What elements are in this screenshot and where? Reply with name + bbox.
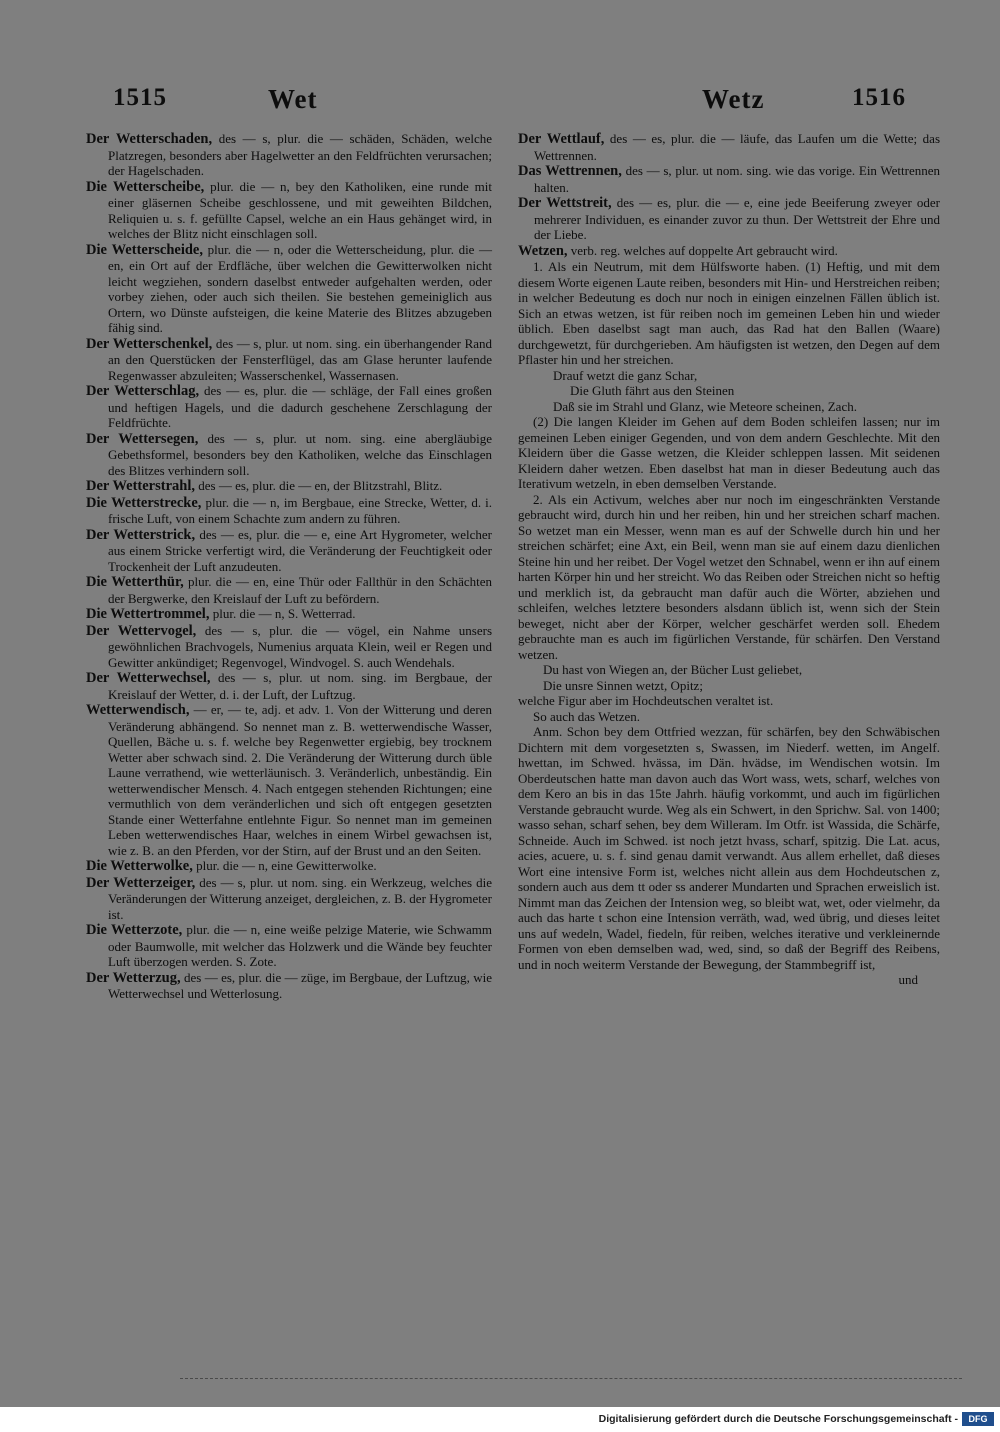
entry-headword: Der Wettersegen, — [86, 430, 199, 447]
dictionary-entry — [86, 431, 492, 479]
dfg-logo-icon: DFG — [962, 1412, 994, 1426]
entry-headword: Der Wetterstrick, — [86, 526, 196, 543]
entry-definition: des — s, plur. ut nom. sing. ein überhangender Rand an den Querstücken der Fensterflügel, das am Glase herunter laufende Regenwasser abzuleiten; Wasserschenkel, Wassernasen. — [108, 335, 493, 383]
entry-headword: Der Wetterschenkel, — [86, 335, 213, 352]
dictionary-entry — [86, 478, 492, 495]
verse-line: Daß sie im Strahl und Glanz, wie Meteore scheinen, Zach. — [553, 398, 857, 414]
entry-definition: des — s, plur. ut nom. sing. im Bergbaue, der Kreislauf der Wetter, d. i. der Luft, der Luftzug. — [108, 670, 493, 702]
dictionary-entry — [86, 574, 492, 606]
dictionary-entry — [86, 875, 492, 923]
entry-headword: Das Wettrennen, — [518, 163, 622, 179]
entry-definition: des — s, plur. die — vögel, ein Nahme unsers gewöhnlichen Brachvogels, Numenius arquata Klein, weil er Regen und Gewitter ankündiget; Regenvogel, Windvogel. S. auch Wendehals. — [108, 622, 492, 670]
right-column — [518, 131, 940, 988]
sense-paragraph: 1. Als ein Neutrum, mit dem Hülfsworte haben. (1) Heftig, und mit dem diesem Worte eigenen Laute reiben, besonders mit Hin- und Herstreichen reiben; in welcher Bedeutung es doch nur noch in einigen einzelnen Fällen üblich ist. Sich an etwas wetzen, ist für reiben noch im gemeinen Leben hin und wieder üblich. Eben daselbst sagt man auch, das Rad hat den Ballen (Waare) durchgewetzt, für durchgerieben. Am häufigsten ist wetzen, den Degen auf dem Pflaster hin und her streichen. — [518, 259, 940, 367]
entry-definition: des — s, plur. ut nom. sing. ein Werkzeug, welches die Veränderungen der Witterung anzeiget, dergleichen, z. B. der Hygrometer ist. — [108, 874, 492, 922]
dictionary-entry — [86, 242, 492, 336]
entry-definition: des — es, plur. die — schläge, der Fall eines großen und heftigen Hagels, und die dadurch geschehene Zerschlagung der Feldfrüchte. — [108, 383, 492, 430]
entry-headword: Der Wetterwechsel, — [86, 670, 211, 686]
dictionary-entry — [86, 858, 492, 875]
dictionary-entry — [86, 336, 492, 384]
entry-definition: — er, — te, adj. et adv. 1. Von der Witterung und deren Veränderung abhängend. So nennet man z. B. wetterwendische Wasser, Quellen, Bäche u. s. f. welche bey Regenwetter ergiebig, bey trocknem Wetter aber schwach sind. 2. Die Veränderung der Witterung durch üble Laune verrathend, wie wetterläunisch. 3. Veränderlich, unbeständig. Ein wetterwendischer Mensch. 4. Nach entgegen stehenden Richtungen; eine vermuthlich von dem veränderlichen und sich oft entgegen gesetzten Stande einer Wetterfahne entlehnte Figur. So nennet man im gemeinen Leben wetterwendisches Haar, welches in einem Wirbel gewachsen ist, wie z. B. an den Pferden, vor der Stirn, auf der Brust und an den Seiten. — [108, 702, 493, 858]
verse-line: Die unsre Sinnen wetzt, Opitz; — [543, 677, 703, 693]
dictionary-entry — [518, 131, 940, 163]
verse-quotation — [518, 368, 940, 415]
entry-definition: des — es, plur. die — e, eine jede Beeiferung zweyer oder mehrerer Individuen, es einander zuvor zu thun. Der Wettstreit der Ehre und der Liebe. — [534, 195, 940, 242]
entry-headword: Der Wetterzeiger, — [86, 874, 196, 891]
running-head-right: Wetz — [702, 84, 765, 114]
entry-headword: Der Wettervogel, — [86, 622, 197, 639]
entry-definition: plur. die — n, bey den Katholiken, eine runde mit einer gläsernen Scheibe geschlossene, und mit geweihten Bildchen, Reliquien u. s. f. gefüllte Capsel, welche an ein Haus gehänget wird, in welches der Blitz nicht einschlagen soll. — [108, 178, 493, 241]
dictionary-entry — [86, 670, 492, 702]
entry-headword: Der Wetterstrahl, — [86, 478, 195, 494]
entry-headword: Der Wetterzug, — [86, 969, 181, 986]
scan-edge-line — [180, 1378, 962, 1379]
entry-definition: plur. die — n, eine Gewitterwolke. — [196, 858, 377, 873]
entry-definition: des — s, plur. die — schäden, Schäden, welche Platzregen, besonders aber Hagelwetter an den Feldfrüchten verursachen; der Hagelschaden. — [108, 131, 492, 178]
verse-line: Drauf wetzt die ganz Schar, — [553, 367, 698, 383]
dictionary-entry — [86, 383, 492, 431]
dictionary-entry — [86, 179, 492, 242]
derived-form-note: So auch das Wetzen. — [533, 708, 641, 724]
sense-paragraph: 2. Als ein Activum, welches aber nur noch im eingeschränkten Verstande gebraucht wird, durch hin und her reiben, hin und her streichen scharf machen. So wetzet man ein Messer, wenn man es auf der Schwelle durch hin und her streichen schärfet; eine Axt, ein Beil, wenn man sie auf einem dazu dienlichen Steine hin und her reibet. Der Vogel wetzet den Schnabel, wenn er ihn auf einem harten Körper hin und her streicht. Wo das Reiben oder Streichen nicht so heftig und merklich ist, da gebraucht man dafür auch die Wörter, abziehen und schleifen, welches letztere besonders alsdann üblich ist, wenn sich der Stein beweget, nicht aber der Körper, welcher geschärfet werden soll. Ehedem gebrauchte man es auch im figürlichen Verstande, für schärfen. Den Verstand wetzen. — [518, 491, 940, 662]
left-column — [86, 131, 492, 1002]
dictionary-entry — [86, 527, 492, 575]
verse-quotation — [518, 662, 940, 693]
entry-definition: des — es, plur. die — en, der Blitzstrahl, Blitz. — [198, 478, 443, 493]
entry-headword: Die Wetterstrecke, — [86, 494, 202, 511]
entry-headword: Der Wettlauf, — [518, 131, 605, 147]
entry-headword: Die Wetterwolke, — [86, 858, 193, 874]
running-head-left: Wet — [268, 84, 318, 114]
etymology-note: Anm. Schon bey dem Ottfried wezzan, für schärfen, bey den Schwäbischen Dichtern mit dem vorgesetzten s, Swassen, im Niederf. wetten, im Angelf. hwettan, im Schwed. hvässa, im Dän. hvädse, im Wendischen wotsin. Im Oberdeutschen hatte man davon auch das Wort wass, wets, scharf, welches von dem Kero an bis in das 15te Jahrh. häufig vorkommt, und auch im figürlichen Verstande gebraucht wurde. Weg als ein Schwert, in den Sprichw. Sal. von 1400; wasso sehan, scharf sehen, bey dem Willeram. Im Otfr. ist Wassida, die Schärfe, Schneide. Auch im Schwed. ist noch jetzt hvass, scharf, spitzig. Die Lat. acus, acies, acuere, u. s. f. sind genau damit verwandt. Aus allem erhellet, daß dieses Wort eine intensive Form ist, welches nicht allein aus dem Hochdeutschen z, sondern auch aus dem tt oder ss anderer Mundarten und Sprachen erweislich ist. Nimmt man das Zeichen der Intension weg, so bleibt wat, wet, oder vielmehr, da auch das harte t schon eine Intension verräth, wad, wed übrig, und dieses leitet uns auf wedeln, Wadel, fiedeln, für reiben, welches iterative und verkleinernde Formen von eben demselben wad, wed, sind, so daß der Begriff des Reibens, und in noch weiterm Verstande der Bewegung, der Stammbegriff ist, — [518, 724, 940, 972]
sense-paragraph: (2) Die langen Kleider im Gehen auf dem Boden schleifen lassen; nur im gemeinen Leben einiger Gegenden, und von dem andern Geschlechte. Mit den Kleidern über die Gasse wetzen, die Kleider schleppen lassen. Mit seidenen Kleidern daher wetzen. Eben daselbst hat man in dieser Bedeutung auch das Iterativum wetzeln, in eben demselben Verstande. — [518, 414, 940, 491]
dictionary-entry — [86, 606, 492, 623]
page-number-right: 1516 — [852, 84, 906, 111]
dictionary-entry — [518, 195, 940, 243]
entry-definition: verb. reg. welches auf doppelte Art gebraucht wird. — [570, 242, 838, 258]
entry-definition: des — es, plur. die — züge, im Bergbaue, der Luftzug, wie Wetterwechsel und Wetterlosung. — [108, 969, 493, 1001]
dictionary-entry — [518, 243, 940, 260]
entry-headword: Die Wettertrommel, — [86, 606, 210, 622]
dictionary-entry — [518, 163, 940, 195]
dictionary-entry — [86, 702, 492, 858]
funding-notice: Digitalisierung gefördert durch die Deutsche Forschungsgemeinschaft - — [598, 1413, 958, 1425]
page-number-left: 1515 — [113, 84, 167, 111]
dictionary-entry — [86, 131, 492, 179]
entry-headword: Die Wetterzote, — [86, 922, 183, 938]
entry-headword: Die Wetterthür, — [86, 574, 184, 590]
footer-bar — [0, 1407, 1000, 1432]
entry-definition: des — es, plur. die — läufe, das Laufen um die Wette; das Wettrennen. — [534, 131, 940, 163]
dictionary-entry — [86, 495, 492, 527]
entry-headword: Der Wettstreit, — [518, 195, 612, 211]
entry-headword: Wetterwendisch, — [86, 702, 190, 718]
catchword: und — [898, 972, 918, 987]
verse-line: Du hast von Wiegen an, der Bücher Lust geliebet, — [543, 662, 803, 677]
entry-definition: plur. die — en, eine Thür oder Fallthür in den Schächten der Bergwerke, den Kreislauf der Luft zu befördern. — [108, 574, 493, 606]
entry-definition: plur. die — n, oder die Wetterscheidung, plur. die — en, ein Ort auf der Erdfläche, über welchen die Gewitterwolken nicht leicht wegziehen, sondern daselbst entweder aufgehalten werden, oder vorbey ziehen, oder auch sich theilen. Sie bestehen gemeiniglich aus Ortern, wo Dünste aufsteigen, die keine Materie des Blitzes abzugeben fähig sind. — [108, 241, 492, 335]
entry-headword: Der Wetterschlag, — [86, 383, 200, 399]
entry-definition: des — es, plur. die — e, eine Art Hygrometer, welcher aus einem Stricke verfertigt wird, die Veränderung der Feuchtigkeit oder Trockenheit der Luft anzudeuten. — [108, 526, 493, 574]
entry-definition: des — s, plur. ut nom. sing. wie das vorige. Ein Wettrennen halten. — [534, 163, 941, 195]
entry-definition: plur. die — n, im Bergbaue, eine Strecke, Wetter, d. i. frische Luft, von einem Schachte zum andern zu führen. — [108, 494, 493, 526]
dictionary-entry — [86, 922, 492, 970]
verse-line: Die Gluth fährt aus den Steinen — [570, 383, 735, 398]
dictionary-entry — [86, 623, 492, 671]
entry-definition: plur. die — n, S. Wetterrad. — [212, 606, 356, 621]
continuation-text: welche Figur aber im Hochdeutschen veraltet ist. — [518, 693, 774, 708]
entry-definition: plur. die — n, eine weiße pelzige Materie, wie Schwamm oder Baumwolle, mit welcher das Holzwerk und die Wände bey feuchter Luft überzogen werden. S. Zote. — [108, 922, 493, 969]
entry-headword: Die Wetterscheibe, — [86, 178, 205, 195]
entry-definition: des — s, plur. ut nom. sing. eine abergläubige Gebethsformel, besonders bey den Katholiken, welche das Einschlagen des Blitzes verhindern soll. — [108, 430, 492, 478]
entry-headword: Der Wetterschaden, — [86, 131, 213, 147]
entry-headword: Wetzen, — [518, 242, 568, 259]
entry-headword: Die Wetterscheide, — [86, 241, 203, 258]
dictionary-entry — [86, 970, 492, 1002]
